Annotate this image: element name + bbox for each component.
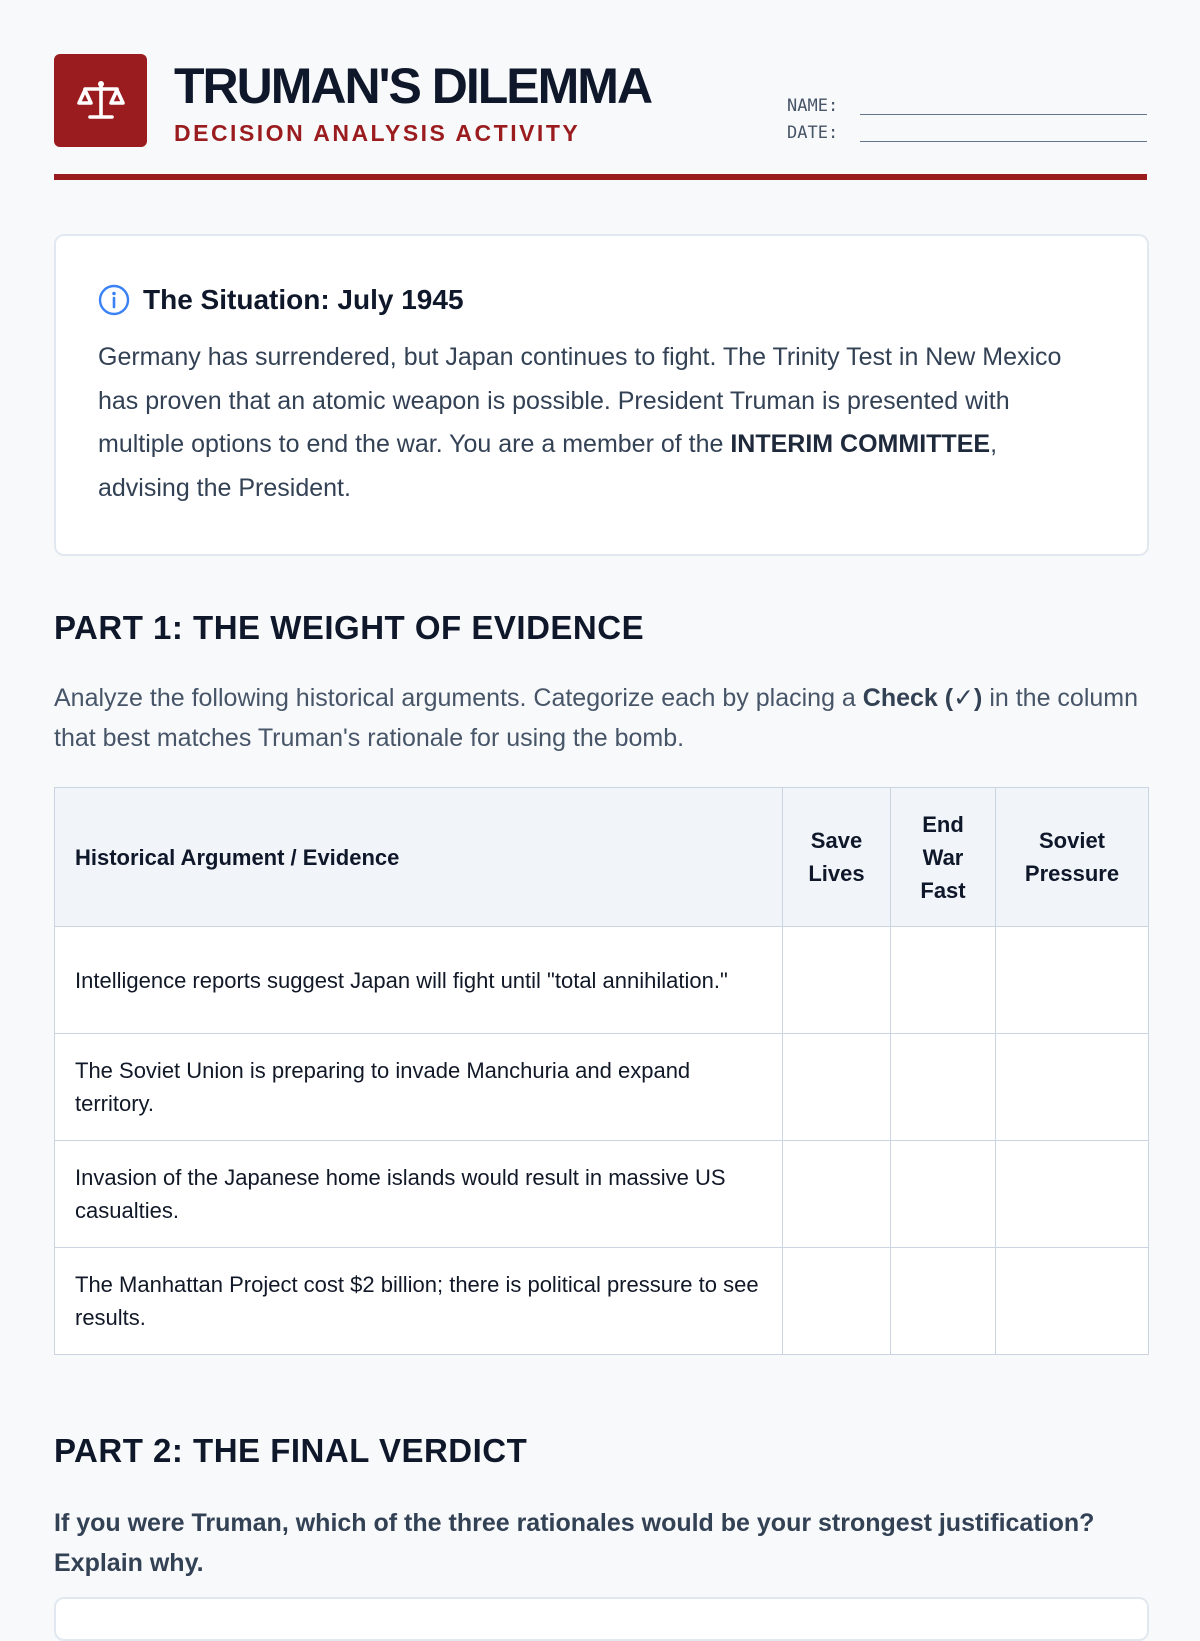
situation-text-start: Germany has surrendered, but Japan continues to fight. The Trinity Test in New Mexico has proven that an atomic weapon is possible. President Truman is presented with multiple options to end the war. You are a member of the — [98, 343, 1062, 458]
info-icon — [98, 284, 130, 316]
answer-box[interactable] — [54, 1597, 1149, 1641]
balance-scale-icon — [76, 79, 126, 123]
part2-question: If you were Truman, which of the three rationales would be your strongest justification? Explain why. — [54, 1509, 1095, 1577]
column-header-argument: Historical Argument / Evidence — [55, 788, 783, 927]
situation-header — [98, 284, 464, 316]
argument-cell: Invasion of the Japanese home islands would result in massive US casualties. — [55, 1141, 783, 1248]
check-cell-end-war-fast[interactable] — [891, 1034, 996, 1141]
column-header-soviet-pressure: Soviet Pressure — [996, 788, 1149, 927]
column-header-end-war-fast: End War Fast — [891, 788, 996, 927]
check-cell-save-lives[interactable] — [783, 927, 891, 1034]
name-line[interactable] — [860, 114, 1147, 115]
date-line[interactable] — [860, 141, 1147, 142]
instructions-emphasis: Check (✓) — [862, 684, 983, 712]
situation-title: The Situation: July 1945 — [143, 284, 464, 315]
check-cell-save-lives[interactable] — [783, 1141, 891, 1248]
table-row — [55, 1248, 1149, 1355]
evidence-table — [54, 787, 1149, 1355]
check-cell-end-war-fast[interactable] — [891, 927, 996, 1034]
page-subtitle: DECISION ANALYSIS ACTIVITY — [174, 120, 581, 146]
argument-cell: Intelligence reports suggest Japan will fight until "total annihilation." — [55, 927, 783, 1034]
check-cell-soviet-pressure[interactable] — [996, 1141, 1149, 1248]
argument-cell: The Manhattan Project cost $2 billion; there is political pressure to see results. — [55, 1248, 783, 1355]
header — [54, 54, 1147, 180]
argument-cell: The Soviet Union is preparing to invade Manchuria and expand territory. — [55, 1034, 783, 1141]
situation-text-end: , advising the President. — [98, 430, 998, 502]
name-field[interactable] — [787, 94, 1147, 120]
part1-instructions — [54, 678, 1147, 758]
date-label: DATE: — [787, 123, 839, 143]
table-row — [55, 1034, 1149, 1141]
header-divider — [54, 174, 1147, 180]
check-cell-end-war-fast[interactable] — [891, 1248, 996, 1355]
situation-text-emphasis: INTERIM COMMITTEE — [730, 430, 991, 458]
instructions-start: Analyze the following historical arguments. Categorize each by placing a — [54, 684, 863, 712]
table-header-row — [55, 788, 1149, 927]
situation-text — [98, 336, 1078, 510]
part1-heading: PART 1: THE WEIGHT OF EVIDENCE — [54, 609, 645, 646]
column-header-save-lives: Save Lives — [783, 788, 891, 927]
check-cell-end-war-fast[interactable] — [891, 1141, 996, 1248]
check-cell-soviet-pressure[interactable] — [996, 927, 1149, 1034]
check-cell-soviet-pressure[interactable] — [996, 1248, 1149, 1355]
logo — [54, 54, 147, 147]
table-row — [55, 927, 1149, 1034]
instructions-end: in the column that best matches Truman's rationale for using the bomb. — [54, 684, 1139, 752]
check-cell-save-lives[interactable] — [783, 1034, 891, 1141]
table-row — [55, 1141, 1149, 1248]
date-field[interactable] — [787, 121, 1147, 147]
part2-heading: PART 2: THE FINAL VERDICT — [54, 1432, 528, 1469]
situation-card — [54, 234, 1149, 556]
check-cell-save-lives[interactable] — [783, 1248, 891, 1355]
check-cell-soviet-pressure[interactable] — [996, 1034, 1149, 1141]
name-label: NAME: — [787, 96, 839, 116]
page-title: TRUMAN'S DILEMMA — [174, 58, 652, 114]
